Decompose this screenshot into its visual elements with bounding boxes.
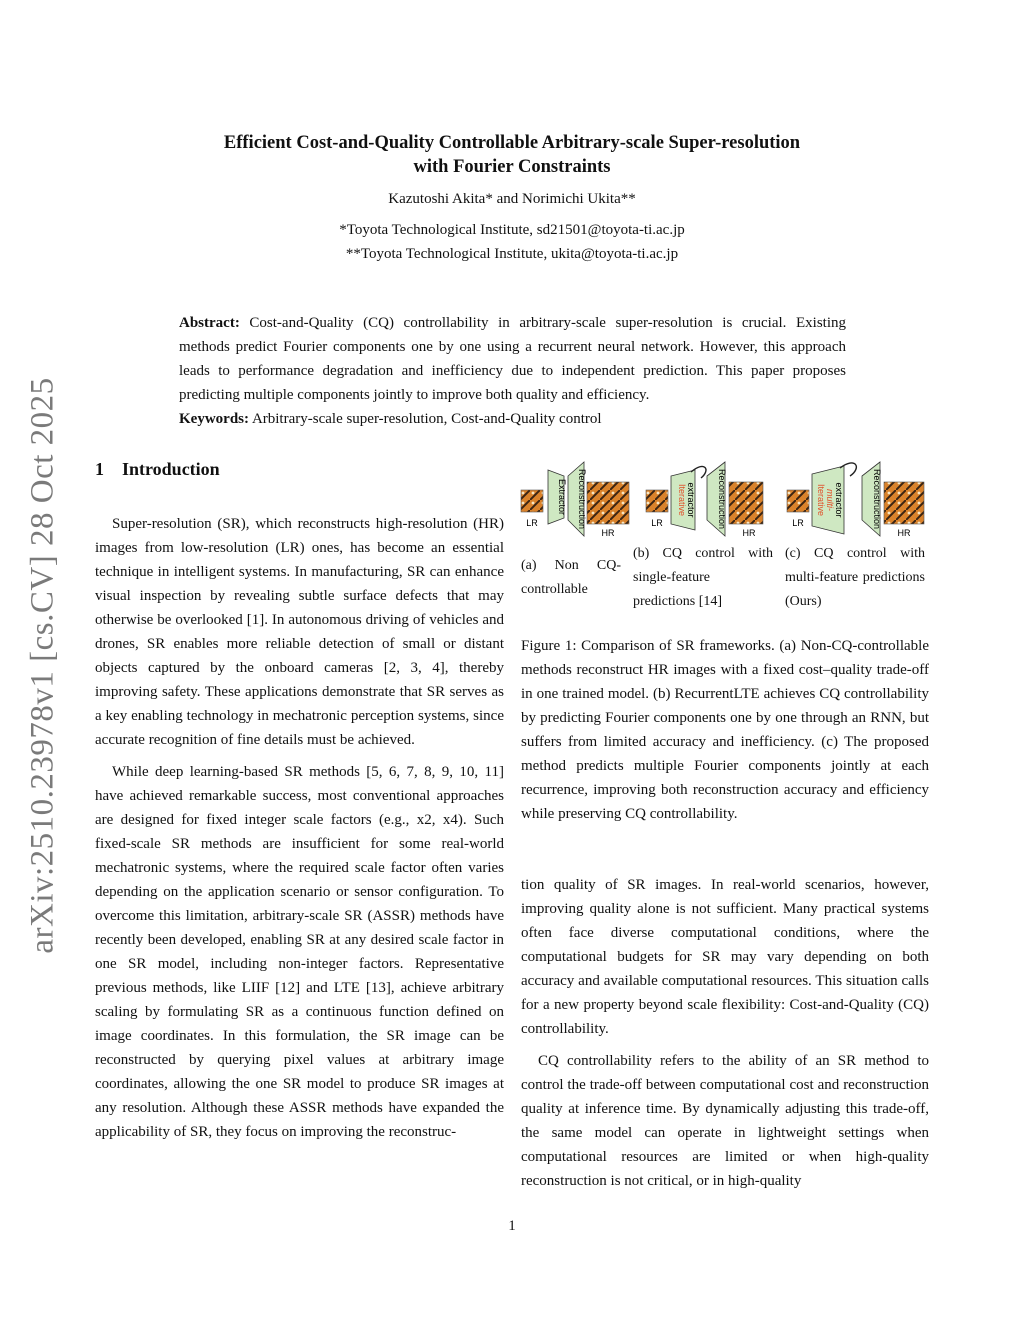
hr-image-thumbnail	[587, 482, 629, 524]
title-line-1: Efficient Cost-and-Quality Controllable Arbitrary-scale Super-resolution	[223, 133, 801, 153]
affiliation-1: *Toyota Technological Institute, sd21501@toyota-ti.ac.jp	[339, 222, 685, 238]
lr-image-thumbnail	[521, 490, 543, 512]
intro-paragraph-1: Super-resolution (SR), which reconstructs high-resolution (HR) images from low-resolution (LR) ones, has become an essential technique in intelligent systems. In manufacturing, SR can enhance visual inspection by revealing subtle surface defects that may otherwise be overlooked [1]. In autonomous driving of vehicles and drones, SR enables more reliable detection of small or distant objects captured by the onboard cameras [2, 3, 4], thereby improving safety. These applications demonstrate that SR serves as a key enabling technology in mechatronic perception systems, since accurate recognition of fine details must be achieved.	[95, 516, 504, 748]
lr-label: LR	[526, 518, 538, 528]
reconstruction-label: Reconstruction	[872, 468, 882, 530]
page-number: 1	[508, 1218, 516, 1234]
hr-label: HR	[897, 528, 911, 538]
title-line-2: with Fourier Constraints	[413, 157, 611, 177]
figure-panel-b	[645, 460, 765, 542]
authors: Kazutoshi Akita* and Norimichi Ukita**	[388, 191, 636, 207]
abstract-paragraph	[179, 311, 846, 407]
hr-label: HR	[601, 528, 615, 538]
section-title: Introduction	[122, 459, 220, 479]
section-number: 1	[95, 459, 104, 479]
reconstruction-label: Reconstruction	[717, 468, 727, 530]
iterative-word: Iterative	[677, 483, 687, 517]
right-column	[521, 873, 929, 1201]
iterative-word: Iterative	[816, 483, 826, 517]
extractor-label: extractor	[834, 482, 844, 518]
panel-c-caption: (c) CQ control with multi-feature predictions (Ours)	[785, 546, 925, 609]
extractor-label-multi	[825, 489, 835, 511]
extractor-label: Extractor	[557, 478, 567, 516]
figure-caption	[521, 634, 929, 826]
arxiv-stamp	[20, 370, 66, 960]
figure-panel-a	[520, 460, 630, 542]
panel-b-diagram	[645, 460, 765, 542]
abstract-text: Cost-and-Quality (CQ) controllability in arbitrary-scale super-resolution is crucial. Existing methods predict Fourier components one by one using a recurrent neural network. However, this approach leads to performance degradation and inefficiency due to independent prediction. This paper proposes predicting multiple components jointly to improve both quality and efficiency.	[179, 315, 846, 403]
reconstruction-label: Reconstruction	[577, 468, 587, 530]
keywords-label: Keywords:	[179, 411, 249, 427]
lr-label: LR	[651, 518, 663, 528]
lr-image-thumbnail	[646, 490, 668, 512]
abstract-label: Abstract:	[179, 315, 240, 331]
intro-paragraph-2: While deep learning-based SR methods [5, 6, 7, 8, 9, 10, 11] have achieved remarkable success, most conventional approaches are designed for fixed integer scale factors (e.g., x2, x4). Such fixed-scale SR methods are insufficient for some real-world mechatronic systems, where the required scale factor often varies depending on the application scenario or sensor configuration. To overcome this limitation, arbitrary-scale SR (ASSR) methods have recently been developed, enabling SR at any desired scale factor in one SR model, including non-integer factors. Representative previous methods, like LIIF [12] and LTE [13], achieve arbitrary scaling by formulating SR as a continuous function defined on image coordinates. In this formulation, the SR image can be reconstructed by querying pixel values at arbitrary image coordinates, allowing the one SR model to produce SR images at any resolution. Although these ASSR methods have expanded the applicability of SR, they focus on improving the reconstruc-	[95, 764, 504, 1140]
right-paragraph-1: tion quality of SR images. In real-world scenarios, however, improving quality alone is not sufficient. Many practical systems often face diverse computational conditions, where the computational budgets for SR may vary depending on both accuracy and available computational resources. This situation calls for a new property beyond scale flexibility: Cost-and-Quality (CQ) controllability.	[521, 877, 929, 1037]
hr-image-thumbnail	[729, 482, 763, 524]
lr-image-thumbnail	[787, 490, 809, 512]
paper-title	[150, 131, 874, 179]
figure-caption-text: Figure 1: Comparison of SR frameworks. (a) Non-CQ-controllable methods reconstruct HR images with a fixed cost–quality trade-off in one trained model. (b) RecurrentLTE achieves CQ controllability by predicting Fourier components one by one through an RNN, but suffers from limited accuracy and inefficiency. (c) The proposed method predicts multiple Fourier components jointly at each recurrence, improving both reconstruction accuracy and efficiency while preserving CQ controllability.	[521, 638, 929, 822]
section-heading	[95, 459, 220, 480]
hr-image-thumbnail	[884, 482, 924, 524]
affiliation-2: **Toyota Technological Institute, ukita@toyota-ti.ac.jp	[345, 246, 679, 262]
extractor-label-iterative	[816, 484, 826, 516]
abstract	[179, 311, 846, 431]
panel-b-caption: (b) CQ control with single-feature predictions [14]	[633, 546, 773, 609]
keywords-text: Arbitrary-scale super-resolution, Cost-and-Quality control	[251, 411, 602, 427]
multi-word: multi-	[825, 489, 835, 511]
panel-c-diagram	[786, 460, 926, 542]
right-paragraph-2: CQ controllability refers to the ability of an SR method to control the trade-off between computational cost and reconstruction quality at inference time. By dynamically adjusting this trade-off, the same model can operate in lightweight settings when computational resources are limited or when high-quality reconstruction is not critical, or in high-quality	[521, 1053, 929, 1189]
hr-label: HR	[742, 528, 756, 538]
panel-a-caption: (a) Non CQ-controllable	[521, 558, 621, 597]
left-column	[95, 512, 504, 1152]
extractor-label-iterative	[677, 484, 687, 516]
arxiv-id: arXiv:2510.23978v1 [cs.CV] 28 Oct 2025	[24, 376, 61, 954]
lr-label: LR	[792, 518, 804, 528]
panel-a-diagram	[520, 460, 630, 542]
figure-panel-c	[786, 460, 926, 542]
keywords-paragraph	[179, 407, 846, 431]
extractor-label: extractor	[686, 482, 696, 518]
